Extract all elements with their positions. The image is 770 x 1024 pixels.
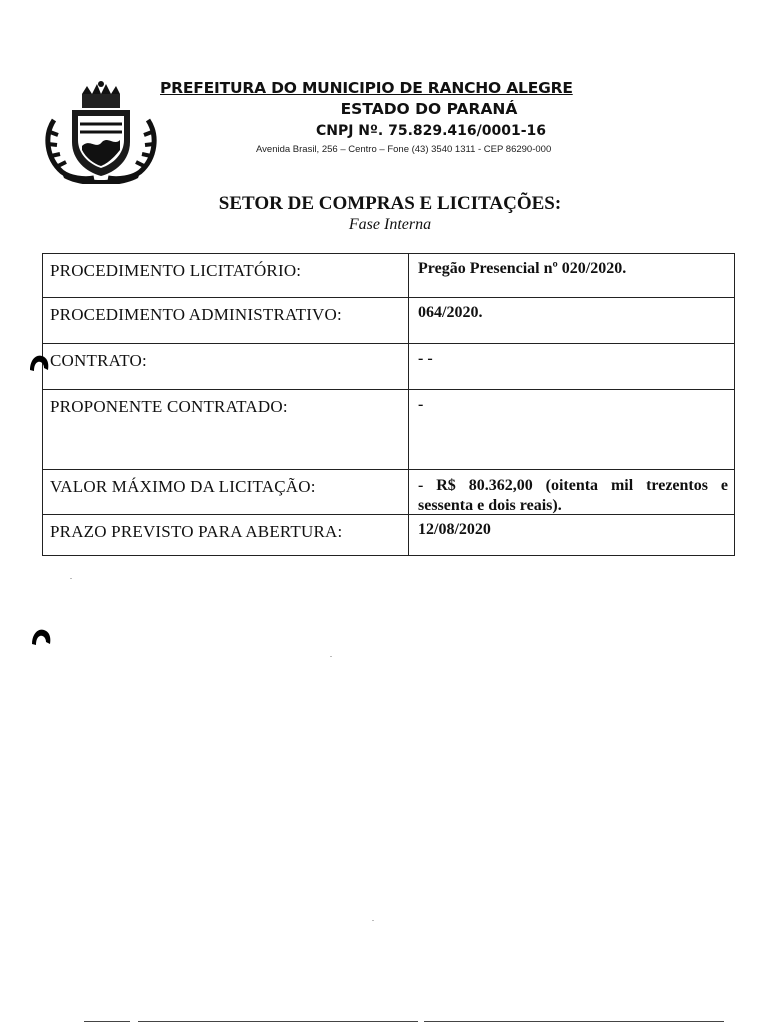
scan-mark-icon	[30, 626, 52, 648]
row-value: 12/08/2020	[408, 515, 735, 555]
row-value: -	[408, 390, 735, 469]
municipality-title: PREFEITURA DO MUNICIPIO DE RANCHO ALEGRE	[160, 79, 573, 97]
table-row	[42, 469, 735, 514]
row-label: CONTRATO:	[42, 344, 408, 389]
row-value: - R$ 80.362,00 (oitenta mil trezentos e sessenta e dois reais).	[408, 470, 735, 514]
table-row	[42, 343, 735, 389]
scan-speck	[70, 578, 72, 579]
table-row	[42, 389, 735, 469]
municipal-crest-icon	[40, 80, 162, 184]
section-title: SETOR DE COMPRAS E LICITAÇÕES:	[218, 193, 562, 214]
row-label: PROPONENTE CONTRATADO:	[42, 390, 408, 469]
footer-rule	[138, 1021, 418, 1022]
table-row	[42, 253, 735, 297]
row-label: VALOR MÁXIMO DA LICITAÇÃO:	[42, 470, 408, 514]
row-label: PRAZO PREVISTO PARA ABERTURA:	[42, 515, 408, 555]
row-value: Pregão Presencial nº 020/2020.	[408, 254, 735, 297]
footer-rule	[84, 1021, 130, 1022]
section-phase: Fase Interna	[348, 216, 432, 233]
row-value: 064/2020.	[408, 298, 735, 343]
cnpj-number: CNPJ Nº. 75.829.416/0001-16	[315, 123, 547, 139]
row-label: PROCEDIMENTO LICITATÓRIO:	[42, 254, 408, 297]
row-label: PROCEDIMENTO ADMINISTRATIVO:	[42, 298, 408, 343]
scan-mark-icon	[28, 352, 50, 374]
table-row	[42, 514, 735, 556]
procurement-info-table	[42, 253, 735, 556]
scan-speck	[330, 656, 332, 657]
scan-speck	[372, 920, 374, 921]
row-value: - -	[408, 344, 735, 389]
footer-rule	[424, 1021, 724, 1022]
table-row	[42, 297, 735, 343]
state-name: ESTADO DO PARANÁ	[340, 100, 518, 118]
address-line: Avenida Brasil, 256 – Centro – Fone (43) 3540 1311 - CEP 86290-000	[256, 144, 552, 155]
